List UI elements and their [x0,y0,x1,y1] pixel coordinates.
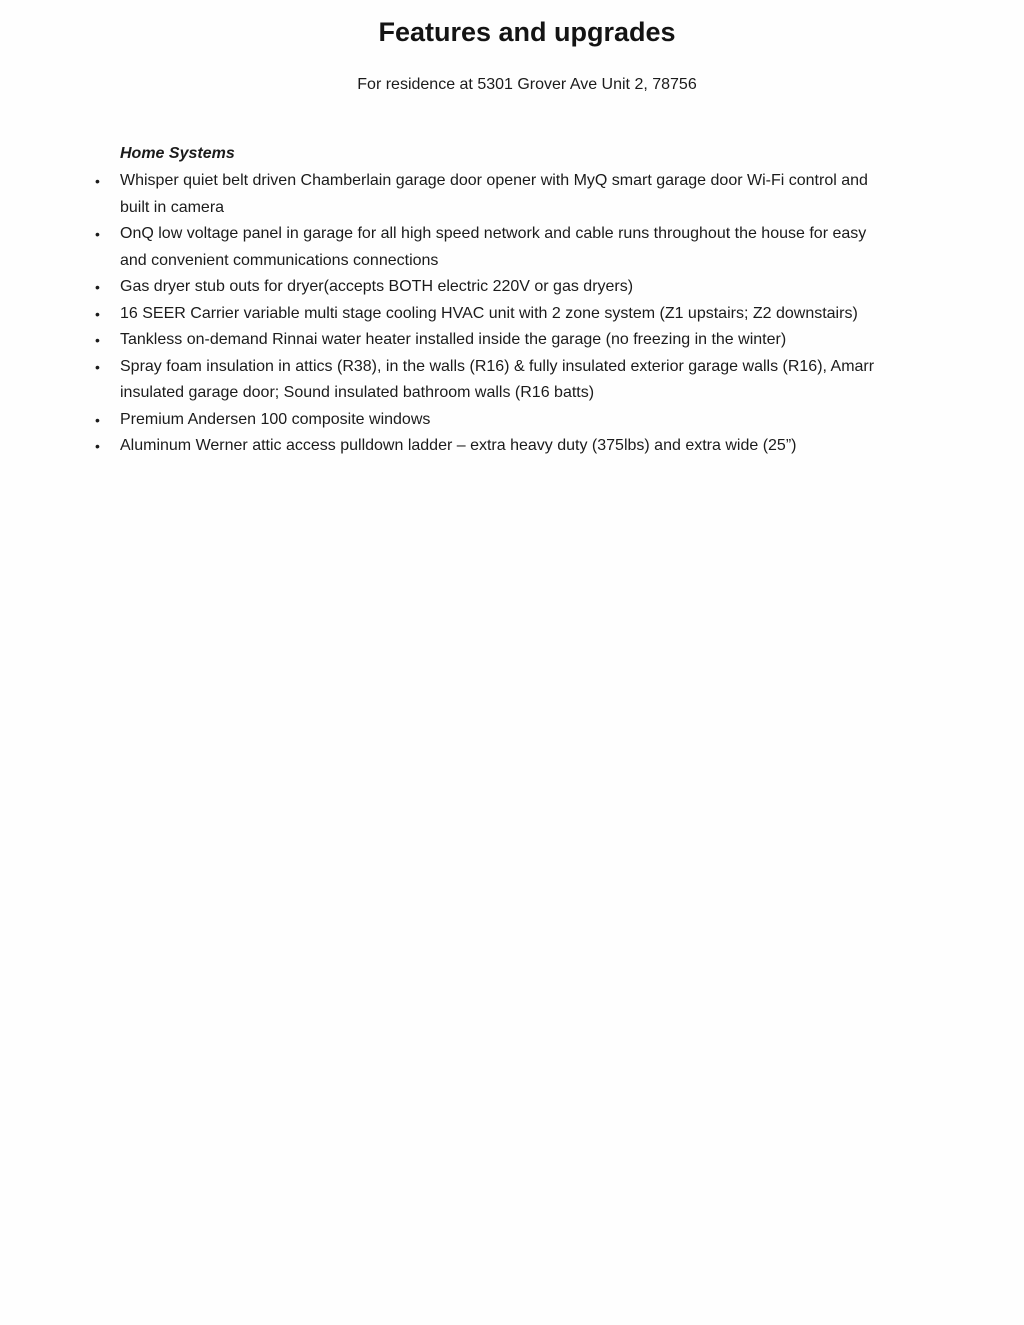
list-item-low-voltage-panel: • OnQ low voltage panel in garage for all high speed network and cable runs throughout the house for easy and convenient communications connections [120,221,888,274]
list-item-tankless-water-heater: • Tankless on-demand Rinnai water heater installed inside the garage (no freezing in the winter) [120,327,888,354]
list-item-hvac-unit: • 16 SEER Carrier variable multi stage cooling HVAC unit with 2 zone system (Z1 upstairs; Z2 downstairs) [120,301,888,328]
list-item-garage-door-opener: • Whisper quiet belt driven Chamberlain garage door opener with MyQ smart garage door Wi-Fi control and built in camera [120,168,888,221]
page-title: Features and upgrades [378,17,676,47]
features-list [120,168,888,460]
section-heading-home-systems: Home Systems [120,145,235,162]
list-item-gas-dryer-stub-outs: • Gas dryer stub outs for dryer(accepts BOTH electric 220V or gas dryers) [120,274,888,301]
list-item-attic-ladder: • Aluminum Werner attic access pulldown ladder – extra heavy duty (375lbs) and extra wide (25”) [120,433,888,460]
document-subtitle: For residence at 5301 Grover Ave Unit 2, 78756 [357,76,697,93]
list-item-spray-foam-insulation: • Spray foam insulation in attics (R38), in the walls (R16) & fully insulated exterior garage walls (R16), Amarr insulated garage door; Sound insulated bathroom walls (R16 batts) [120,354,888,407]
list-item-composite-windows: • Premium Andersen 100 composite windows [120,407,888,434]
